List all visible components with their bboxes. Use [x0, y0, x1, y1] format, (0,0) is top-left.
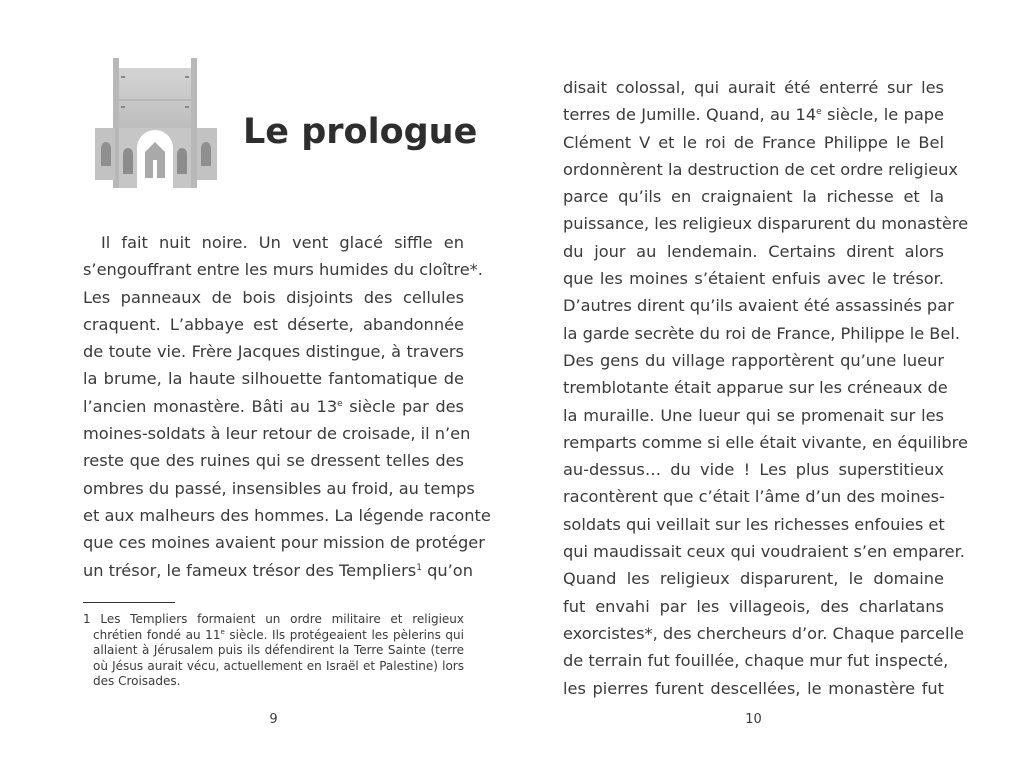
- text-line: [83, 557, 473, 584]
- text-line: exorcistes*, des chercheurs d’or. Chaque parcelle: [563, 623, 964, 643]
- text-segment: siècle par des: [342, 396, 464, 416]
- text-line: Quand les religieux disparurent, le domaine: [563, 569, 944, 589]
- text-line: au-dessus… du vide ! Les plus superstitieux: [563, 460, 944, 480]
- right-pillar: [191, 58, 197, 188]
- footnote-reference[interactable]: 1: [416, 562, 422, 573]
- text-line: moines-soldats à leur retour de croisade, il n’en: [83, 424, 471, 444]
- text-line: tremblotante était apparue sur les créneaux de: [563, 378, 948, 398]
- text-line: la muraille. Une lueur qui se promenait sur les: [563, 405, 944, 425]
- text-line: [563, 101, 944, 128]
- text-line: qui maudissait ceux qui voudraient s’en emparer.: [563, 542, 965, 562]
- text-line: Des gens du village rapportèrent qu’une lueur: [563, 350, 944, 370]
- text-line: et aux malheurs des hommes. La légende raconte: [83, 505, 491, 525]
- chapter-title: Le prologue: [243, 112, 478, 152]
- text-line: soldats qui veillait sur les richesses enfouies et: [563, 514, 945, 534]
- text-segment: l’ancien monastère. Bâti au 13: [83, 396, 338, 416]
- text-line: fut envahi par les villageois, des charlatans: [563, 596, 944, 616]
- text-line: parce qu’ils en craignaient la richesse et la: [563, 187, 944, 207]
- text-segment: un trésor, le fameux trésor des Templiers: [83, 560, 417, 580]
- text-line: les pierres furent descellées, le monastère fut: [563, 678, 944, 698]
- left-body-text: [83, 229, 491, 584]
- superscript: e: [337, 398, 343, 409]
- text-line: la garde secrète du roi de France, Philippe le Bel.: [563, 323, 961, 343]
- text-line: de terrain fut fouillée, chaque mur fut inspecté,: [563, 651, 949, 671]
- text-line: [83, 393, 464, 420]
- text-line: du jour au lendemain. Certains dirent alors: [563, 241, 944, 261]
- text-segment: siècle, le pape: [821, 105, 944, 125]
- text-line: ordonnèrent la destruction de cet ordre religieux: [563, 159, 958, 179]
- footnote-line: des Croisades.: [93, 674, 181, 688]
- footnote-line: [83, 628, 464, 644]
- text-line: puissance, les religieux disparurent du monastère: [563, 214, 969, 234]
- page-number: 9: [269, 712, 278, 727]
- text-segment: chrétien fondé au 11: [93, 627, 221, 642]
- text-line: craquent. L’abbaye est déserte, abandonnée: [83, 314, 464, 334]
- page-number: 10: [745, 712, 762, 727]
- footnote-line: 1 Les Templiers formaient un ordre militaire et religieux: [83, 612, 464, 626]
- text-line: de toute vie. Frère Jacques distingue, à travers: [83, 342, 464, 362]
- footnote: [83, 612, 464, 690]
- text-line: reste que des ruines qui se dressent telles des: [83, 451, 464, 471]
- right-body-text: [563, 74, 969, 702]
- superscript: e: [220, 627, 225, 636]
- text-line: D’autres dirent qu’ils avaient été assassinés par: [563, 296, 954, 316]
- text-line: racontèrent que c’était l’âme d’un des moines-: [563, 487, 945, 507]
- text-line: que ces moines avaient pour mission de protéger: [83, 533, 485, 553]
- text-line: disait colossal, qui aurait été enterré sur les: [563, 78, 944, 97]
- upper-wall: [119, 68, 191, 128]
- text-segment: qu’on: [421, 560, 473, 580]
- footnote-line: où Jésus aurait vécu, actuellement en Israël et Palestine) lors: [93, 658, 464, 673]
- text-line: remparts comme si elle était vivante, en équilibre: [563, 432, 968, 452]
- text-line: la brume, la haute silhouette fantomatique de: [83, 369, 464, 389]
- right-page: [563, 0, 969, 772]
- left-page: [83, 0, 491, 772]
- text-line: Clément V et le roi de France Philippe le Bel: [563, 132, 944, 152]
- text-line: s’engouffrant entre les murs humides du cloître*.: [83, 260, 483, 280]
- footnote-line: allaient à Jérusalem puis ils défendirent la Terre Sainte (terre: [93, 643, 464, 657]
- text-line: ombres du passé, insensibles au froid, au temps: [83, 478, 475, 498]
- ruined-abbey-illustration: [93, 56, 221, 194]
- text-line: que les moines s’étaient enfuis avec le trésor.: [563, 269, 944, 289]
- text-line: Il fait nuit noire. Un vent glacé siffle en: [101, 233, 464, 252]
- text-segment: siècle. Ils protégeaient les pèlerins qui: [224, 627, 464, 642]
- superscript: e: [816, 107, 822, 118]
- text-segment: terres de Jumille. Quand, au 14: [563, 105, 817, 125]
- footnote-divider: [83, 602, 175, 603]
- text-line: Les panneaux de bois disjoints des cellules: [83, 287, 464, 307]
